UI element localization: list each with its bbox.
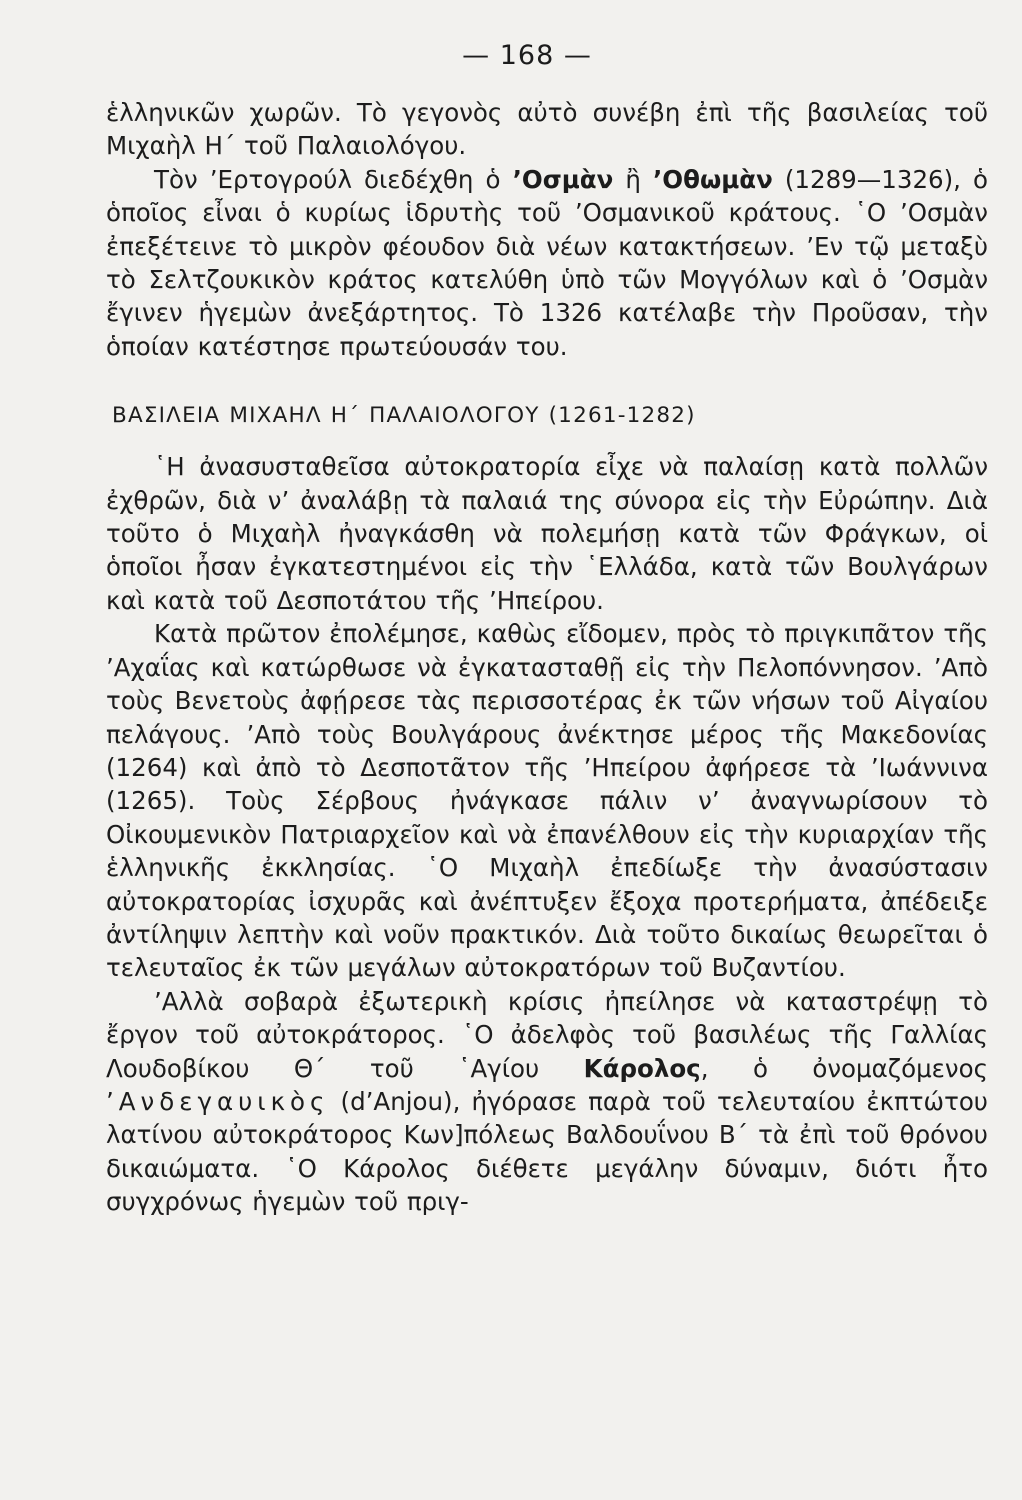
section-heading: ΒΑΣΙΛΕΙΑ ΜΙΧΑΗΛ Η΄ ΠΑΛΑΙΟΛΟΓΟΥ (1261-1282) [112, 403, 696, 429]
paragraph-2-text-c: ἢ [613, 164, 653, 194]
paragraph-5-text-a: ’Αλλὰ σοβαρὰ ἐξωτερικὴ κρίσις ἠπείλησε νὰ καταστρέψῃ τὸ ἔργον τοῦ αὐτοκράτορος. ῾Ο ἀδελφὸς τοῦ βασιλέως τῆς Γαλλίας Λουδοβίκου Θ΄ τοῦ ῾Αγίου [106, 986, 988, 1083]
paragraph-5 [106, 985, 988, 1219]
paragraph-2 [106, 163, 988, 363]
paragraph-5-text-c: , ὁ ὀνομαζόμενος [700, 1053, 988, 1083]
bold-term-karolos: Κάρολος [583, 1053, 701, 1083]
paragraph-2-text-d: (1289—1326), ὁ ὁποῖος εἶναι ὁ κυρίως ἱδρυτὴς τοῦ ’Οσμανικοῦ κράτους. ῾Ο ’Οσμὰν ἐπεξέτεινε τὸ μικρὸν φέουδον διὰ νέων κατακτήσεων. ’Εν τῷ μεταξὺ τὸ Σελτζουκικὸν κράτος κατελύθη ὑπὸ τῶν Μογγόλων καὶ ὁ ’Οσμὰν ἔγινεν ἡγεμὼν ἀνεξάρτητος. Τὸ 1326 κατέλαβε τὴν Προῦσαν, τὴν ὁποίαν κατέστησε πρωτεύουσάν του. [106, 164, 989, 361]
page-body [106, 96, 988, 1219]
spaced-term-andegavikos: ’Ανδεγαυικὸς [106, 1086, 330, 1116]
paragraph-2-text-a: Τὸν ’Ερτογρούλ διεδέχθη ὁ [154, 164, 513, 194]
bold-term-osman: ’Οσμὰν [512, 164, 614, 194]
paragraph-4: Κατὰ πρῶτον ἐπολέμησε, καθὼς εἴδομεν, πρὸς τὸ πριγκιπᾶτον τῆς ’Αχαΐας καὶ κατώρθωσε νὰ ἐγκατασταθῇ εἰς τὴν Πελοπόννησον. ’Απὸ τοὺς Βενετοὺς ἀφῄρεσε τὰς περισσοτέρας ἐκ τῶν νήσων τοῦ Αἰγαίου πελάγους. ’Απὸ τοὺς Βουλγάρους ἀνέκτησε μέρος τῆς Μακεδονίας (1264) καὶ ἀπὸ τὸ Δεσποτᾶτον τῆς ’Ηπείρου ἀφήρεσε τὰ ’Ιωάννινα (1265). Τοὺς Σέρβους ἠνάγκασε πάλιν ν’ ἀναγνωρίσουν τὸ Οἰκουμενικὸν Πατριαρχεῖον καὶ νὰ ἐπανέλθουν εἰς τὴν κυριαρχίαν τῆς ἑλληνικῆς ἐκκλησίας. ῾Ο Μιχαὴλ ἐπεδίωξε τὴν ἀνασύστασιν αὐτοκρατορίας ἰσχυρᾶς καὶ ἀνέπτυξεν ἔξοχα προτερήματα, ἀπέδειξε ἀντίληψιν λεπτὴν καὶ νοῦν πρακτικόν. Διὰ τοῦτο δικαίως θεωρεῖται ὁ τελευταῖος ἐκ τῶν μεγάλων αὐτοκρατόρων τοῦ Βυζαντίου. [106, 619, 988, 983]
paragraph-1: ἑλληνικῶν χωρῶν. Τὸ γεγονὸς αὐτὸ συνέβη ἐπὶ τῆς βασιλείας τοῦ Μιχαὴλ Η΄ τοῦ Παλαιολόγου. [106, 98, 988, 161]
page-number: — 168 — [462, 40, 592, 71]
paragraph-5-text-d: (d’Anjou), ἠγόρασε παρὰ τοῦ τελευταίου ἐκπτώτου λατίνου αὐτοκράτορος Κων]πόλεως Βαλδουΐνου Β΄ τὰ ἐπὶ τοῦ θρόνου δικαιώματα. ῾Ο Κάρολος διέθετε μεγάλην δύναμιν, διότι ἦτο συγχρόνως ἡγεμὼν τοῦ πριγ- [106, 1086, 988, 1217]
paragraph-3: ῾Η ἀνασυσταθεῖσα αὐτοκρατορία εἶχε νὰ παλαίσῃ κατὰ πολλῶν ἐχθρῶν, διὰ ν’ ἀναλάβῃ τὰ παλαιά της σύνορα εἰς τὴν Εὐρώπην. Διὰ τοῦτο ὁ Μιχαὴλ ἠναγκάσθη νὰ πολεμήσῃ κατὰ τῶν Φράγκων, οἱ ὁποῖοι ἦσαν ἐγκατεστημένοι εἰς τὴν ῾Ελλάδα, κατὰ τῶν Βουλγάρων καὶ κατὰ τοῦ Δεσποτάτου τῆς ’Ηπείρου. [106, 452, 988, 615]
bold-term-othoman: ’Οθωμὰν [652, 164, 773, 194]
